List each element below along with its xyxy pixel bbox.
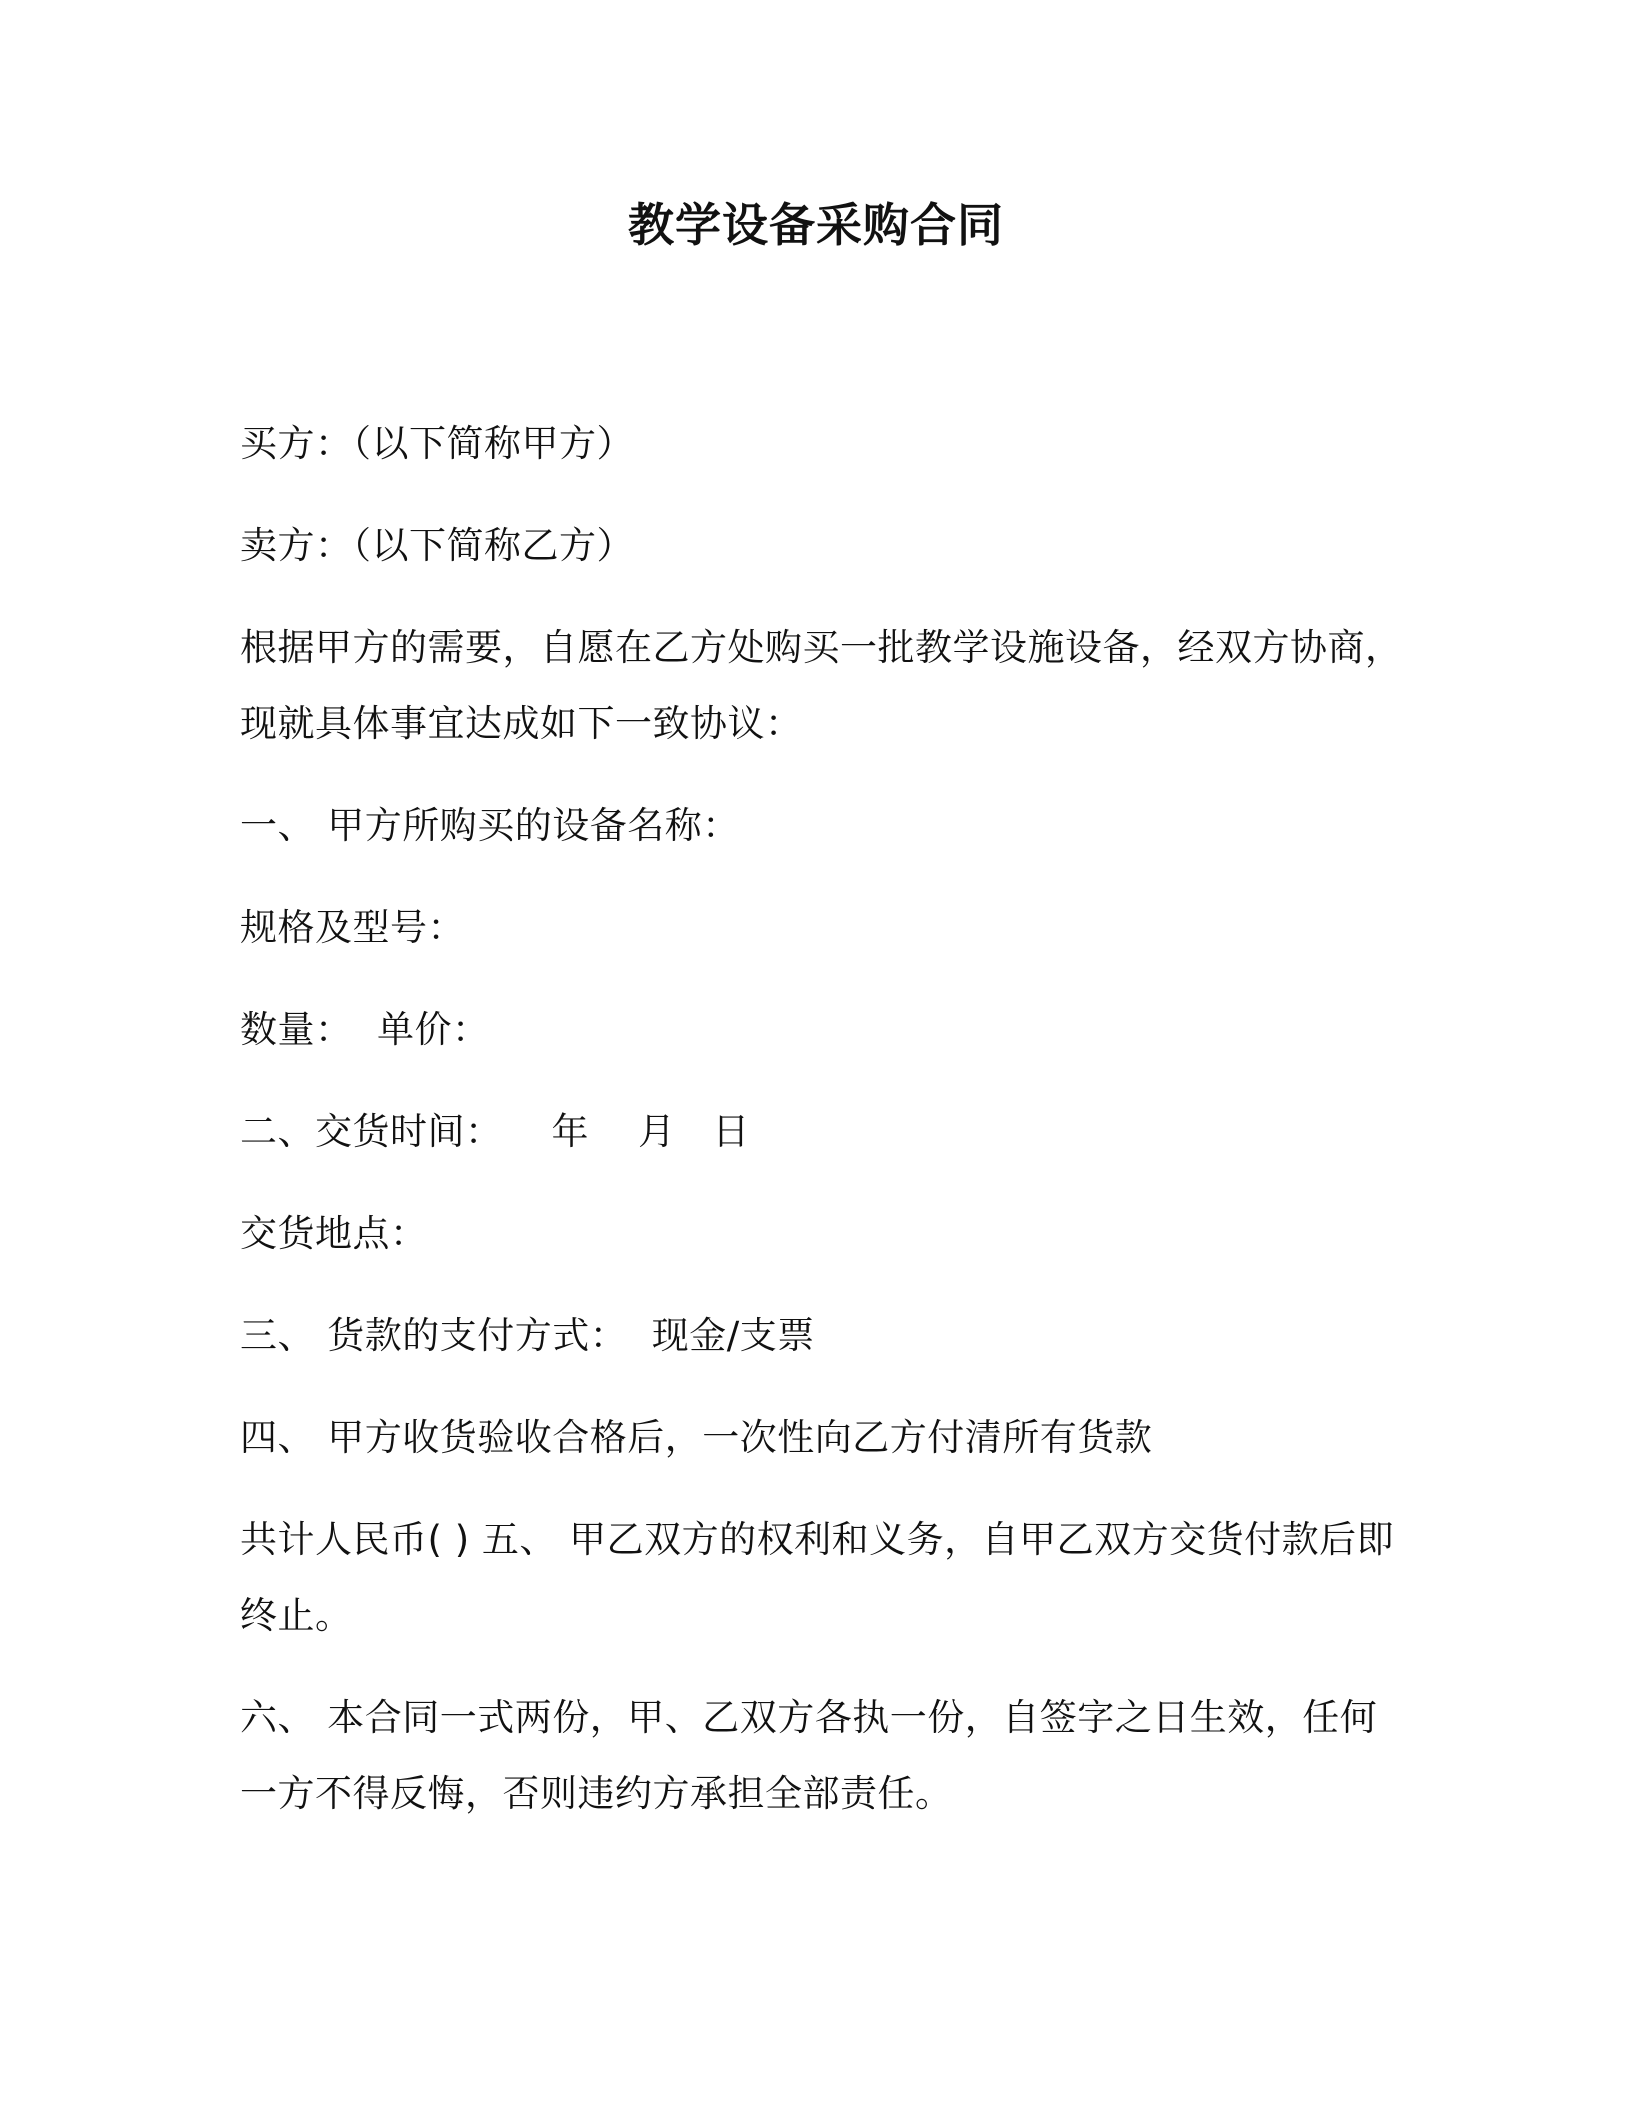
buyer-line: 买方：（以下简称甲方） (240, 422, 634, 465)
preamble-line-2: 现就具体事宜达成如下一致协议： (240, 702, 803, 745)
clause-3-payment-method: 三、 货款的支付方式： 现金/支票 (240, 1314, 815, 1357)
clause-1-equipment-name: 一、 甲方所购买的设备名称： (240, 804, 740, 847)
clause-6-line-1: 六、 本合同一式两份，甲、乙双方各执一份，自签字之日生效，任何 (240, 1696, 1378, 1739)
clause-2-delivery-place: 交货地点： (240, 1212, 428, 1255)
clause-4-payment-terms: 四、 甲方收货验收合格后，一次性向乙方付清所有货款 (240, 1416, 1153, 1459)
preamble-line-1: 根据甲方的需要，自愿在乙方处购买一批教学设施设备，经双方协商， (240, 626, 1403, 669)
clause-1-quantity-price: 数量： 单价： (240, 1008, 490, 1051)
clause-6-line-2: 一方不得反悔，否则违约方承担全部责任。 (240, 1772, 953, 1815)
seller-line: 卖方：（以下简称乙方） (240, 524, 634, 567)
clause-5-line-2: 终止。 (240, 1594, 353, 1637)
clause-2-delivery-time: 二、交货时间： 年 月 日 (240, 1110, 750, 1153)
clause-1-spec-model: 规格及型号： (240, 906, 465, 949)
clause-5-line-1: 共计人民币( ) 五、 甲乙双方的权利和义务，自甲乙双方交货付款后即 (240, 1518, 1395, 1561)
document-title: 教学设备采购合同 (628, 198, 1004, 252)
